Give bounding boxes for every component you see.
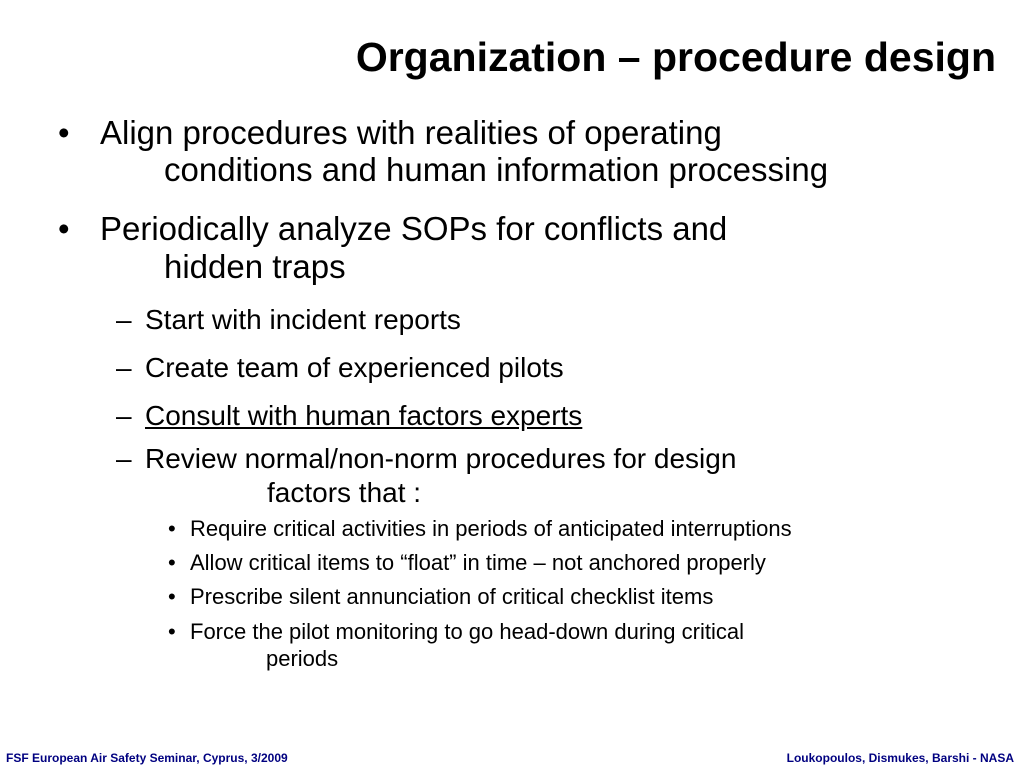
- subsubbullet-text: Allow critical items to “float” in time – not anchored properly: [190, 550, 766, 575]
- subsubbullet-text-continuation: periods: [266, 646, 339, 671]
- bullet-text-line: Align procedures with realities of operating: [100, 114, 722, 151]
- subbullet-text-underlined: Consult with human factors experts: [145, 400, 583, 431]
- footer-event: FSF European Air Safety Seminar, Cyprus, 3/2009: [6, 751, 288, 765]
- bullet-marker: •: [58, 114, 70, 151]
- subbullet-text: Create team of experienced pilots: [145, 352, 564, 383]
- bullet-text-continuation: conditions and human information processing: [164, 151, 829, 188]
- subsubbullet-text: Prescribe silent annunciation of critical checklist items: [190, 584, 714, 609]
- subsubbullet-marker: •: [168, 550, 176, 575]
- subbullet-marker: –: [116, 352, 132, 383]
- subsubbullet-marker: •: [168, 516, 176, 541]
- subbullet-text-continuation: factors that :: [267, 477, 422, 508]
- subsubbullet-text-line: Force the pilot monitoring to go head-down during critical: [190, 619, 744, 644]
- subsubbullet-marker: •: [168, 619, 176, 644]
- bullet-text-continuation: hidden traps: [164, 248, 346, 285]
- subbullet-text-line: Review normal/non-norm procedures for design: [145, 443, 737, 474]
- slide-title: Organization – procedure design: [355, 34, 996, 80]
- subsubbullet-marker: •: [168, 584, 176, 609]
- footer-authors: Loukopoulos, Dismukes, Barshi - NASA: [786, 751, 1014, 765]
- subsubbullet-text: Require critical activities in periods of anticipated interruptions: [190, 516, 792, 541]
- subbullet-marker: –: [116, 304, 132, 335]
- subbullet-marker: –: [116, 400, 132, 431]
- subbullet-marker: –: [116, 443, 132, 474]
- bullet-marker: •: [58, 210, 70, 247]
- subbullet-text: Start with incident reports: [145, 304, 461, 335]
- bullet-text-line: Periodically analyze SOPs for conflicts and: [100, 210, 728, 247]
